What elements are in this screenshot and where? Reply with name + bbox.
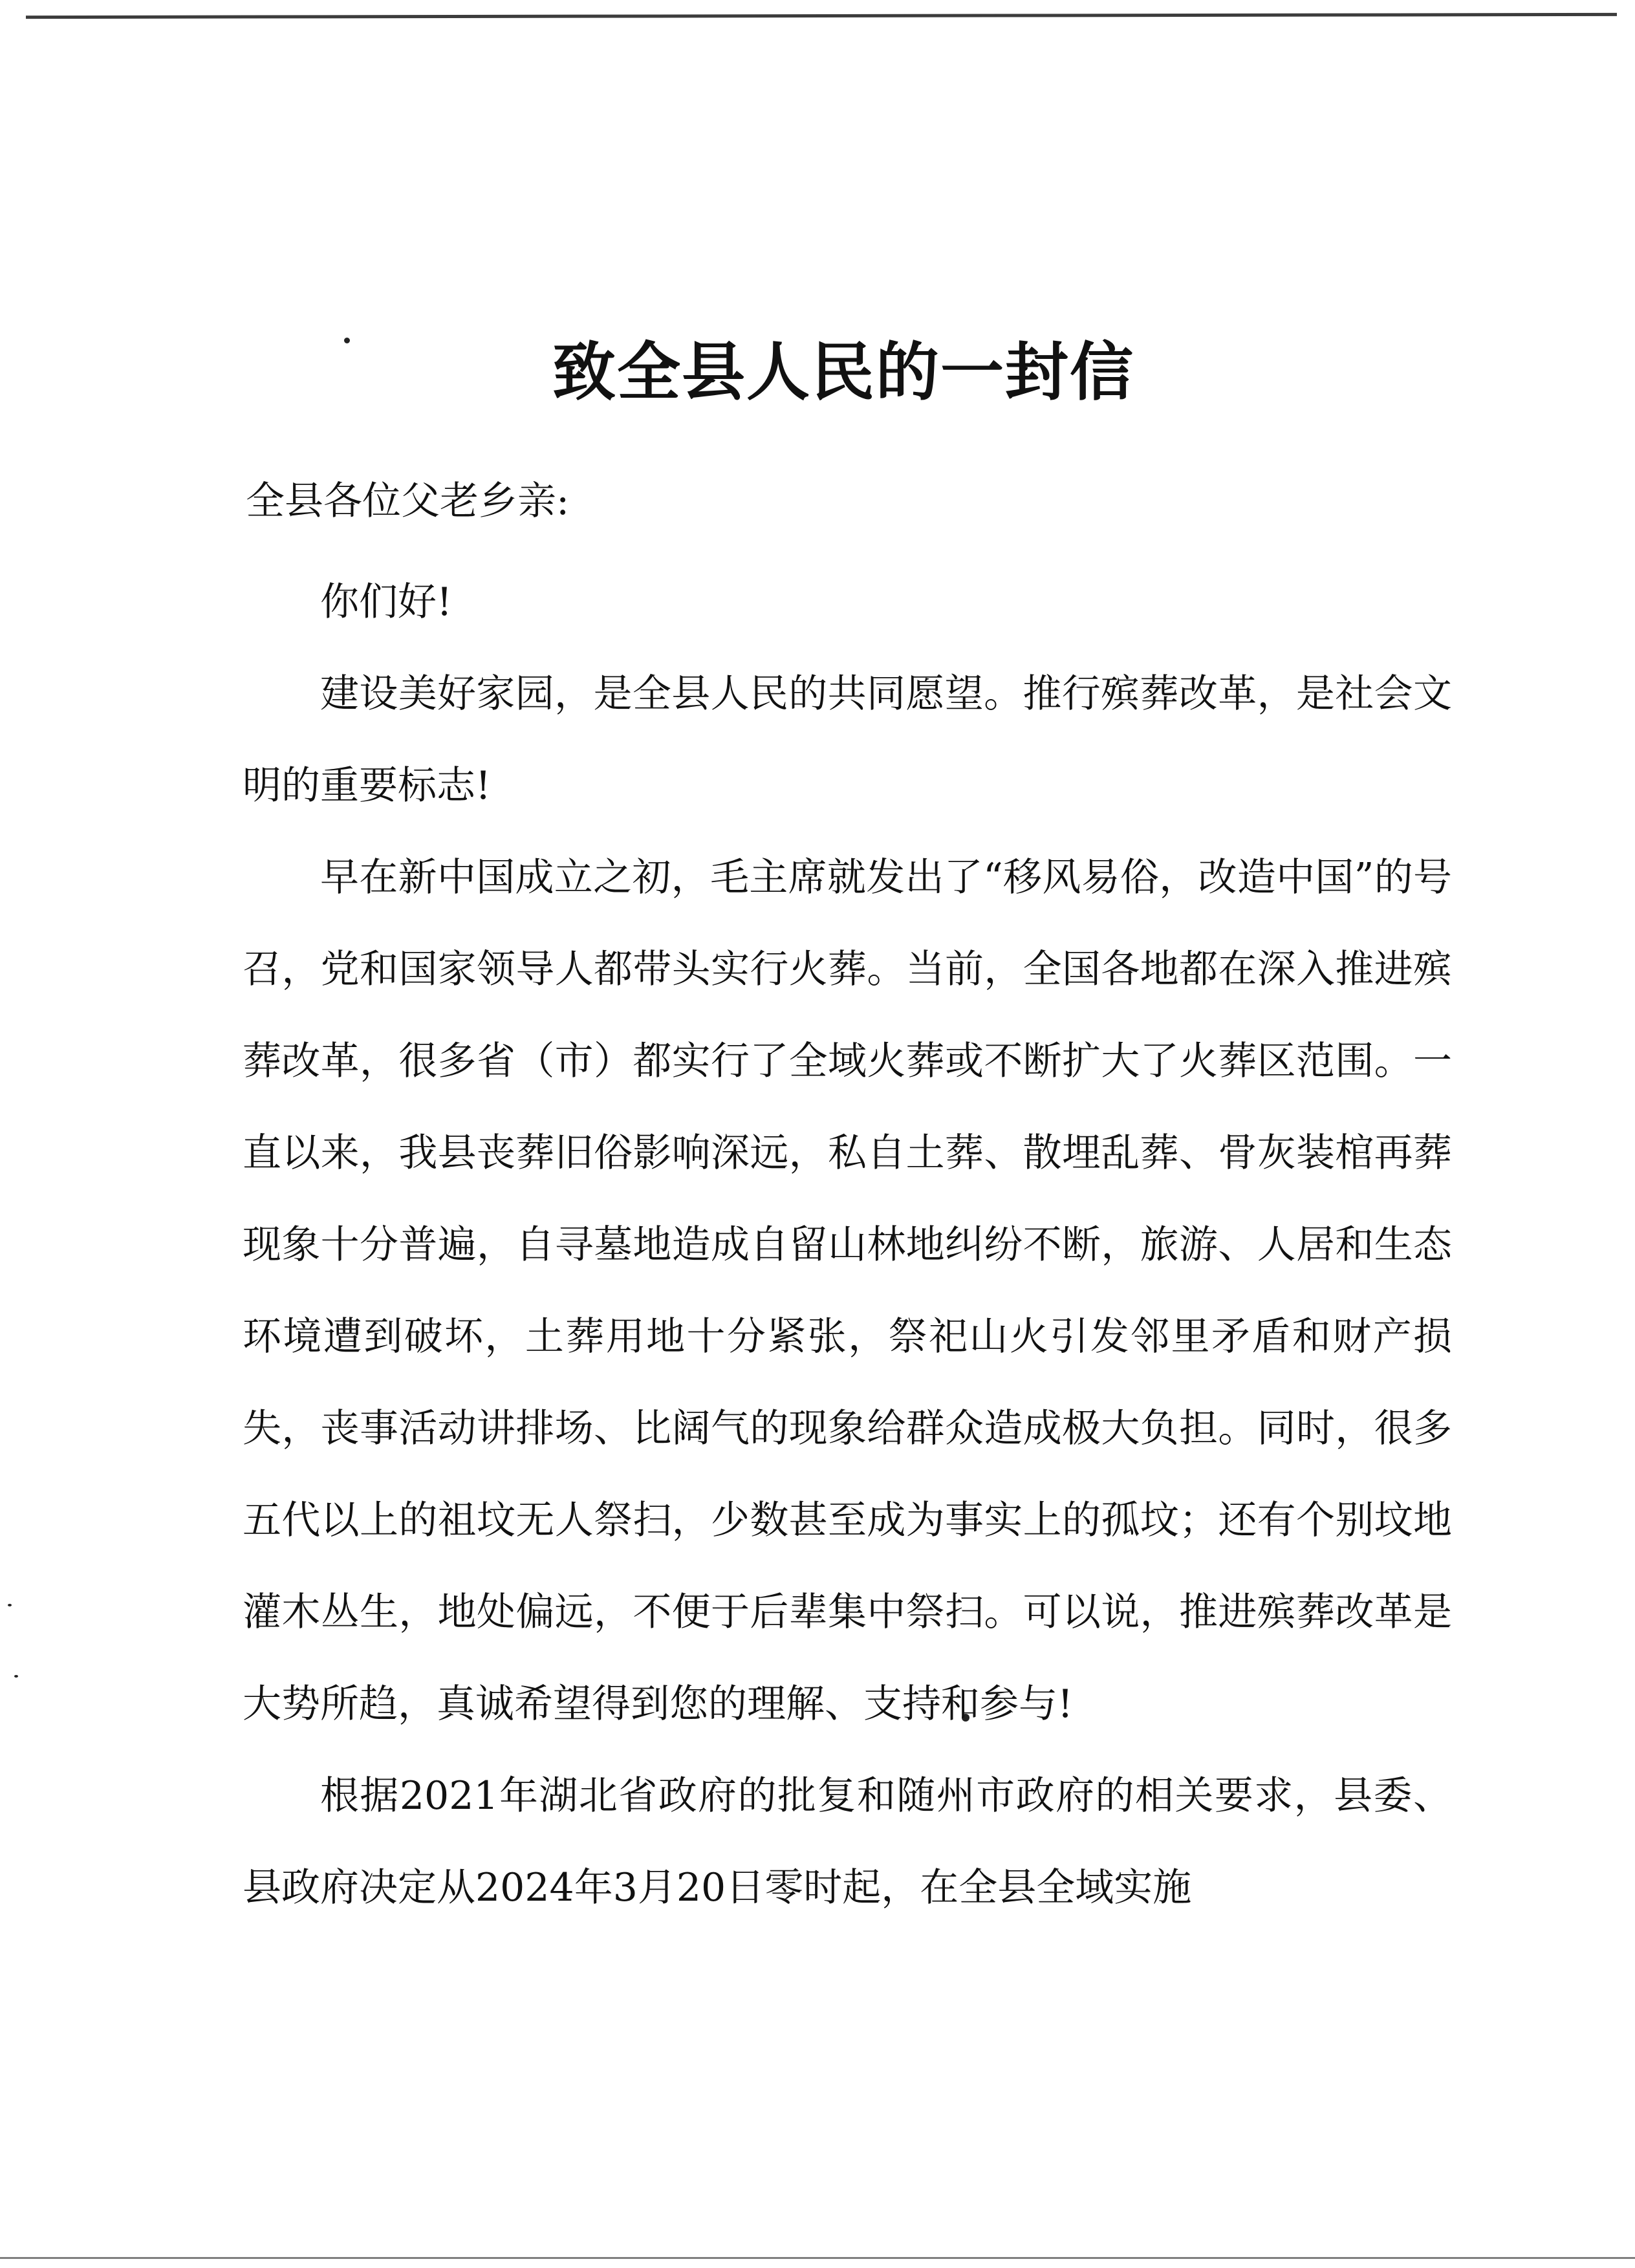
- letter-salutation: 全县各位父老乡亲:: [246, 479, 570, 524]
- paragraph-background: 早在新中国成立之初，毛主席就发出了“移风易俗，改造中国”的号召，党和国家领导人都带头实行火葬。当前，全国各地都在深入推进殡葬改革，很多省（市）都实行了全域火葬或不断扩大了火葬区范围。一直以来，我县丧葬旧俗影响深远，私自土葬、散埋乱葬、骨灰装棺再葬现象十分普遍，自寻墓地造成自留山林地纠纷不断，旅游、人居和生态环境遭到破坏，土葬用地十分紧张，祭祀山火引发邻里矛盾和财产损失，丧事活动讲排场、比阔气的现象给群众造成极大负担。同时，很多五代以上的祖坟无人祭扫，少数甚至成为事实上的孤坟；还有个别坟地灌木丛生，地处偏远，不便于后辈集中祭扫。可以说，推进殡葬改革是大势所趋，真诚希望得到您的理解、支持和参与!: [243, 855, 1452, 1727]
- letter-body: [243, 556, 1452, 1934]
- scan-speck: [14, 1675, 18, 1678]
- letter-title: 致全县人民的一封信: [552, 335, 1134, 409]
- scan-bottom-edge: [0, 2257, 1635, 2259]
- paragraph-decision: 根据2021年湖北省政府的批复和随州市政府的相关要求，县委、县政府决定从2024年3月20日零时起，在全县全域实施: [243, 1773, 1452, 1910]
- paragraph-intro: 建设美好家园，是全县人民的共同愿望。推行殡葬改革，是社会文明的重要标志!: [243, 671, 1452, 808]
- scan-top-edge: [26, 13, 1617, 19]
- paragraph-greeting: 你们好!: [320, 579, 453, 625]
- scan-speck: [8, 1604, 12, 1606]
